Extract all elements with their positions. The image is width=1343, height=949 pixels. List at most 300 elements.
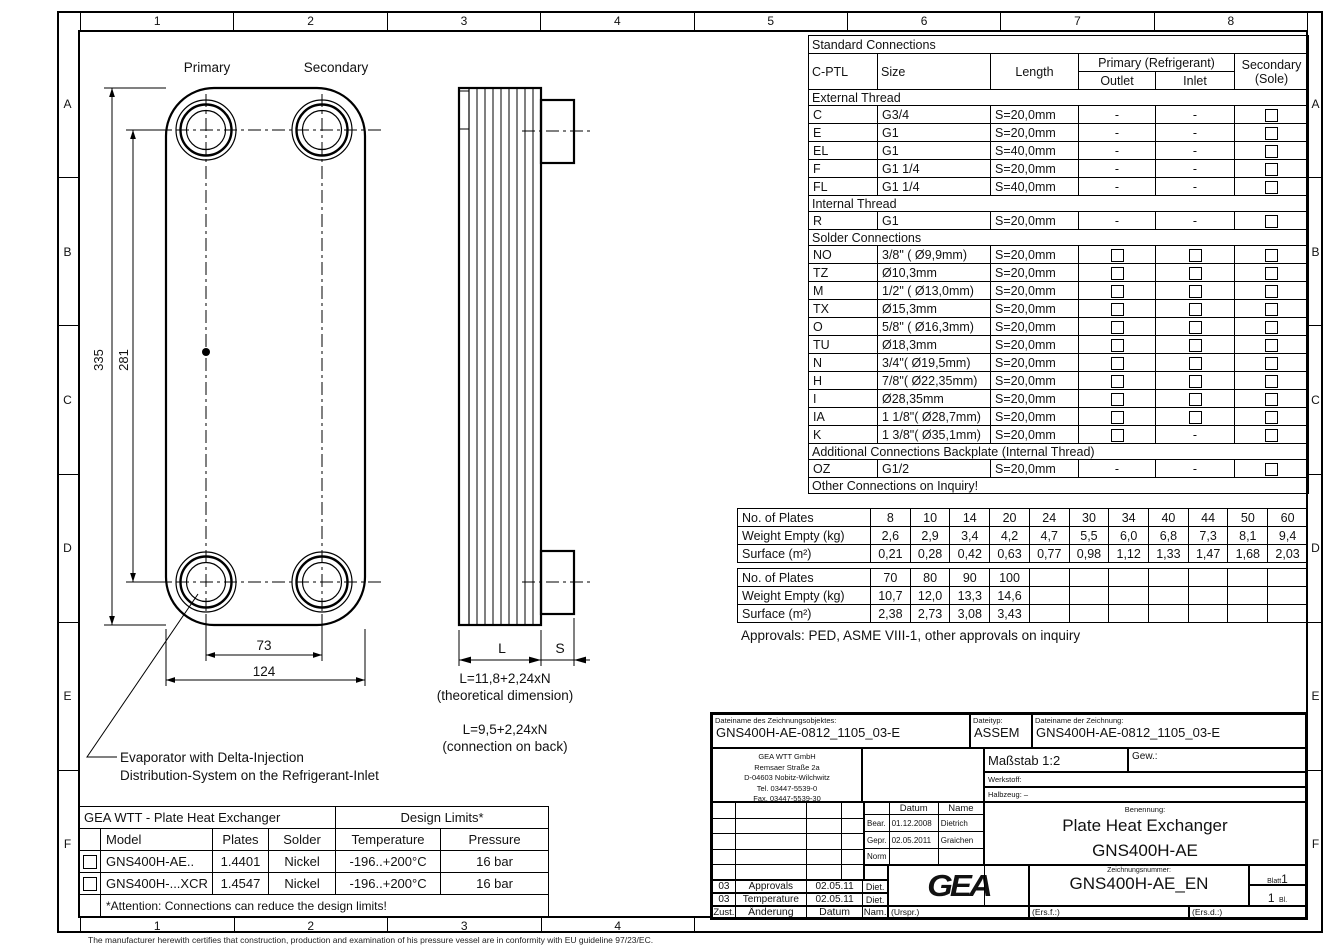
connections-cell-length: S=20,0mm [991,354,1079,372]
checkbox-icon [1111,375,1124,388]
plates-cell: 0,28 [910,545,950,563]
frame-column-label: 2 [234,11,387,30]
frame-row-label: C [57,326,78,474]
checkbox-icon [1189,375,1202,388]
connections-cell-size: 1 1/8"( Ø28,7mm) [878,408,991,426]
connections-cell-code: C [809,106,878,124]
pressure-cell: 16 bar [441,851,549,873]
checkbox-icon [1111,321,1124,334]
plates-cell: 2,9 [910,527,950,545]
dim-281: 281 [116,349,131,371]
company-line: Tel. 03447-5539-0 [756,783,818,793]
revision-row [712,880,888,893]
scale-cell: Maßstab 1:2 [984,748,1128,772]
plates-cell: No. of Plates [738,569,871,587]
plates-cell: Surface (m²) [738,545,871,563]
formula-l-theoretical: L=11,8+2,24xN [459,671,551,686]
connections-row [809,246,1309,264]
file-drawing-cell [1032,714,1306,748]
checkbox-icon [1111,411,1124,424]
connections-row [809,336,1309,354]
checkbox-icon [1265,267,1278,280]
connections-cell-inlet: - [1156,160,1235,178]
checkbox-icon [1189,267,1202,280]
col-header-outlet: Outlet [1079,72,1156,90]
connections-cell-secondary [1235,142,1309,160]
plates-cell: 10 [910,509,950,527]
col-header-temperature: Temperature [336,829,441,851]
connections-cell-inlet [1156,354,1235,372]
title-block [710,712,1308,920]
callout-line1: Evaporator with Delta-Injection [120,750,304,765]
empty-cell [79,895,101,917]
checkbox-icon [1265,339,1278,352]
connections-cell-secondary [1235,390,1309,408]
frame-row-label: D [57,475,78,623]
connections-section-label: Additional Connections Backplate (Internal Thread) [809,444,1309,460]
design-table-title-right: Design Limits* [336,807,549,829]
connections-cell-length: S=20,0mm [991,124,1079,142]
revision-date: 02.05.11 [807,881,863,892]
connections-cell-inlet [1156,408,1235,426]
connections-row [809,318,1309,336]
plates-cell [1029,605,1069,623]
frame-column-label: 3 [388,918,542,933]
col-header-primary: Primary (Refrigerant) [1079,54,1235,72]
checkbox-icon [83,877,97,891]
connections-cell-code: I [809,390,878,408]
frame-row-label: E [1308,623,1323,771]
frame-row-label: C [1308,326,1323,474]
connections-cell-outlet: - [1079,124,1156,142]
plates-row [738,527,1308,545]
connections-cell-secondary [1235,426,1309,444]
secondary-label: Secondary [1241,57,1302,72]
ports [176,100,352,612]
connections-cell-code: O [809,318,878,336]
callout-leader-line [87,594,198,757]
checkbox-icon [1265,411,1278,424]
checkbox-icon [1265,303,1278,316]
semi-finished-cell: Halbzeug: – [984,787,1306,802]
plates-cell [1188,569,1228,587]
bl-label: Bl. [1278,897,1288,904]
connections-row [809,372,1309,390]
connections-row [809,460,1309,478]
plates-cell: 1,33 [1149,545,1189,563]
connections-cell-inlet [1156,282,1235,300]
connections-cell-code: F [809,160,878,178]
connections-cell-length: S=20,0mm [991,426,1079,444]
design-row [79,873,549,895]
plates-cell [1228,569,1268,587]
frame-column-label: 4 [542,918,696,933]
name-header: Name [939,803,983,815]
connections-cell-secondary [1235,408,1309,426]
frame-column-label: 6 [848,11,1001,30]
col-header-pressure: Pressure [441,829,549,851]
frame-row-label: A [57,30,78,178]
plates-cell: 2,73 [910,605,950,623]
plates-cell: 0,98 [1069,545,1109,563]
plates-cell: 5,5 [1069,527,1109,545]
connections-section-row [809,444,1309,460]
connections-cell-size: G3/4 [878,106,991,124]
checkbox-icon [1265,181,1278,194]
plates-cell [1069,605,1109,623]
company-line: Remsaer Straße 2a [754,762,820,772]
plates-cell [1069,569,1109,587]
checkbox-icon [1111,285,1124,298]
connections-cell-code: EL [809,142,878,160]
file-object-value: GNS400H-AE-0812_1105_03-E [716,725,901,740]
plates-cell: 9,4 [1268,527,1308,545]
connections-cell-size: 1 3/8"( Ø35,1mm) [878,426,991,444]
plates-cell: 24 [1029,509,1069,527]
connections-row [809,354,1309,372]
plates-cell [1188,587,1228,605]
connections-cell-outlet [1079,408,1156,426]
checkbox-icon [1189,357,1202,370]
connections-cell-secondary [1235,460,1309,478]
connections-section-label: Internal Thread [809,196,1309,212]
plates-row [738,545,1308,563]
plates-cell: Surface (m²) [738,605,871,623]
connections-cell-length: S=20,0mm [991,372,1079,390]
plates-cell [1109,587,1149,605]
approval-name [939,849,983,865]
drawing-title-line2: GNS400H-AE [1092,840,1198,860]
plates-cell: 3,08 [950,605,990,623]
connections-cell-size: 1/2" ( Ø13,0mm) [878,282,991,300]
connections-cell-code: TZ [809,264,878,282]
connections-cell-size: 3/4"( Ø19,5mm) [878,354,991,372]
connections-cell-code: IA [809,408,878,426]
checkbox-icon [1265,145,1278,158]
connections-cell-length: S=20,0mm [991,106,1079,124]
connections-row [809,160,1309,178]
frame-row-label: B [1308,178,1323,326]
checkbox-icon [1189,411,1202,424]
connections-cell-outlet: - [1079,142,1156,160]
frame-column-label: 8 [1155,11,1308,30]
connections-cell-outlet [1079,426,1156,444]
checkbox-icon [1265,393,1278,406]
design-table-title-left: GEA WTT - Plate Heat Exchanger [79,807,336,829]
rev-header-name: Nam. [863,907,887,917]
checkbox-icon [1189,249,1202,262]
blatt-label: Blatt [1267,878,1282,885]
design-checkbox-column [79,829,101,851]
plates-row [738,587,1308,605]
checkbox-icon [1265,127,1278,140]
connections-cell-outlet: - [1079,212,1156,230]
connections-cell-code: E [809,124,878,142]
company-address [712,748,862,802]
plates-cell: 0,77 [1029,545,1069,563]
benennung-cell [984,802,1306,865]
revision-name: Diet. [865,894,885,905]
frame-row-label: F [63,837,72,852]
connections-cell-length: S=40,0mm [991,142,1079,160]
callout-line2: Distribution-System on the Refrigerant-Inlet [120,768,379,783]
connections-cell-secondary [1235,212,1309,230]
connections-cell-inlet: - [1156,106,1235,124]
formula-l-back: L=9,5+2,24xN [462,722,548,737]
connections-cell-size: Ø10,3mm [878,264,991,282]
plates-cell [1228,605,1268,623]
plates-cell [1109,605,1149,623]
connections-cell-length: S=20,0mm [991,246,1079,264]
connections-cell-length: S=20,0mm [991,408,1079,426]
approval-name: Dietrich [939,815,983,832]
company-line: Fax. 03447-5539-30 [753,794,821,802]
plates-cell: 1,12 [1109,545,1149,563]
plates-cell: 6,0 [1109,527,1149,545]
rev-header-change: Änderung [736,907,807,917]
plates-cell: 70 [871,569,911,587]
plates-cell [1029,587,1069,605]
frame-column-label: 4 [541,11,694,30]
plates-cell: 10,7 [871,587,911,605]
model-cell: GNS400H-...XCR [101,873,213,895]
secondary-port-label: Secondary [303,60,369,75]
connections-section-row [809,196,1309,212]
plates-row [738,569,1308,587]
revision-zust: 03 [713,881,736,892]
connections-cell-length: S=20,0mm [991,212,1079,230]
drawing-number-cell [1029,865,1249,906]
connections-cell-secondary [1235,318,1309,336]
connections-cell-outlet [1079,354,1156,372]
connections-cell-length: S=40,0mm [991,178,1079,196]
connections-cell-outlet: - [1079,178,1156,196]
plates-cell: 14,6 [990,587,1030,605]
ersf-cell: (Ers.f.:) [1029,906,1189,918]
connections-cell-length: S=20,0mm [991,282,1079,300]
solder-cell: Nickel [269,851,336,873]
checkbox-icon [1111,267,1124,280]
primary-port-label: Primary [183,60,231,75]
frame-top-column-labels [80,11,1308,30]
drawing-number-value: GNS400H-AE_EN [1069,874,1209,893]
rev-header-zust: Zust. [713,907,735,917]
filetype-label: Dateityp: [973,716,1003,725]
approval-date: 01.12.2008 [890,815,939,832]
connections-cell-outlet: - [1079,160,1156,178]
connections-cell-inlet: - [1156,142,1235,160]
connections-cell-length: S=20,0mm [991,336,1079,354]
connections-section-row [809,230,1309,246]
model-cell: GNS400H-AE.. [101,851,213,873]
plates-cell: 1,47 [1188,545,1228,563]
filetype-value: ASSEM [974,725,1020,740]
frame-right-row-labels [1308,30,1323,918]
frame-column-label: 1 [81,918,235,933]
connections-cell-secondary [1235,372,1309,390]
revision-change: Approvals [736,881,807,892]
connections-row [809,408,1309,426]
connections-row [809,212,1309,230]
plates-cell [1149,587,1189,605]
checkbox-icon [1265,285,1278,298]
plates-cell [1109,569,1149,587]
plates-table-2 [737,568,1308,623]
connections-cell-inlet [1156,300,1235,318]
plates-cell: 0,63 [990,545,1030,563]
plates-table-1 [737,508,1308,563]
connections-cell-outlet [1079,372,1156,390]
side-view [459,88,574,625]
revision-row [712,893,888,906]
plates-cell [1268,569,1308,587]
connections-cell-secondary [1235,160,1309,178]
connections-cell-length: S=20,0mm [991,318,1079,336]
connections-section-label: External Thread [809,90,1309,106]
blatt-value: 1 [1281,872,1288,885]
connections-cell-secondary [1235,124,1309,142]
connections-cell-length: S=20,0mm [991,390,1079,408]
plates-cell: Weight Empty (kg) [738,527,871,545]
connections-cell-code: K [809,426,878,444]
plates-cell [1149,605,1189,623]
connections-cell-secondary [1235,264,1309,282]
plates-cell: 30 [1069,509,1109,527]
sole-label: (Sole) [1254,71,1289,86]
plates-cell [1149,569,1189,587]
checkbox-icon [1111,393,1124,406]
plates-cell [1069,587,1109,605]
connections-row [809,142,1309,160]
connections-footer: Other Connections on Inquiry! [809,478,1309,494]
empty-cell [862,748,984,802]
connections-cell-length: S=20,0mm [991,300,1079,318]
design-row [79,851,549,873]
connections-cell-inlet: - [1156,460,1235,478]
plates-cell [1268,587,1308,605]
plates-cell: 2,03 [1268,545,1308,563]
frame-row-label: A [1308,30,1323,178]
connections-cell-inlet: - [1156,178,1235,196]
plates-cell: 90 [950,569,990,587]
approval-date [890,849,939,865]
connections-cell-size: Ø28,35mm [878,390,991,408]
connections-cell-inlet [1156,336,1235,354]
connections-cell-outlet [1079,300,1156,318]
plates-cell: 0,42 [950,545,990,563]
connections-cell-inlet [1156,246,1235,264]
approval-role: Bear. [865,815,890,832]
plates-cell: 12,0 [910,587,950,605]
connections-title: Standard Connections [809,36,1309,54]
standard-connections-table [808,35,1309,494]
connections-cell-outlet [1079,336,1156,354]
benennung-label: Benennung: [1124,805,1166,814]
company-line: D-04603 Nobitz-Wilchwitz [744,773,830,782]
plate-outline [166,88,365,625]
checkbox-icon [1111,249,1124,262]
connections-cell-inlet: - [1156,124,1235,142]
connections-cell-size: Ø15,3mm [878,300,991,318]
connections-cell-length: S=20,0mm [991,460,1079,478]
connections-cell-size: G1 1/4 [878,178,991,196]
plates-cell: 13,3 [950,587,990,605]
checkbox-icon [1265,357,1278,370]
solder-cell: Nickel [269,873,336,895]
centerlines [152,94,592,645]
checkbox-icon [1265,321,1278,334]
connections-cell-code: TX [809,300,878,318]
plates-cell: No. of Plates [738,509,871,527]
plates-cell: 44 [1188,509,1228,527]
plates-cell: 40 [1149,509,1189,527]
connections-cell-code: FL [809,178,878,196]
drawing-number-label: Zeichnungsnummer: [1107,867,1171,874]
frame-column-label: 5 [695,11,848,30]
design-footnote: *Attention: Connections can reduce the design limits! [101,895,549,917]
center-point [202,348,210,356]
connections-cell-secondary [1235,282,1309,300]
connections-row [809,426,1309,444]
connections-section-row [809,90,1309,106]
checkbox-icon [1111,357,1124,370]
empty-cell [984,865,1029,906]
connections-section-label: Solder Connections [809,230,1309,246]
frame-bottom-column-labels [80,918,695,933]
connections-cell-secondary [1235,354,1309,372]
plates-row [738,509,1308,527]
connections-cell-size: G1 [878,124,991,142]
frame-column-label: 2 [235,918,389,933]
connections-cell-outlet [1079,390,1156,408]
checkbox-icon [1189,321,1202,334]
frame-row-label: B [57,178,78,326]
rev-header-date: Datum [807,907,863,917]
approval-role: Norm [865,849,890,865]
plates-cell: Weight Empty (kg) [738,587,871,605]
frame-row-label: D [1308,475,1323,623]
connections-row [809,124,1309,142]
col-header-cptl: C-PTL [809,54,878,90]
connections-cell-inlet: - [1156,426,1235,444]
dim-124: 124 [252,664,276,679]
plates-cell: 2,6 [871,527,911,545]
checkbox-icon [1189,339,1202,352]
plates-cell: 1.4547 [213,873,269,895]
connections-cell-outlet [1079,264,1156,282]
connections-cell-outlet [1079,282,1156,300]
revision-change: Temperature [736,894,807,905]
connections-row [809,300,1309,318]
dim-l-label: L [498,640,506,656]
plates-cell [1268,605,1308,623]
connections-cell-size: G1 1/4 [878,160,991,178]
file-object-cell [712,714,970,748]
col-header-length: Length [991,54,1079,90]
revision-zust: 03 [713,894,736,905]
connections-row [809,264,1309,282]
dim-73: 73 [256,638,272,653]
col-header-size: Size [878,54,991,90]
bl-cell [1249,885,1306,906]
frame-row-label: E [57,623,78,771]
connections-cell-code: N [809,354,878,372]
design-limits-table [78,806,549,917]
urspr-cell: (Urspr.) [888,906,1029,918]
file-drawing-label: Dateiname der Zeichnung: [1035,716,1124,725]
plates-cell: 6,8 [1149,527,1189,545]
plates-cell: 80 [910,569,950,587]
